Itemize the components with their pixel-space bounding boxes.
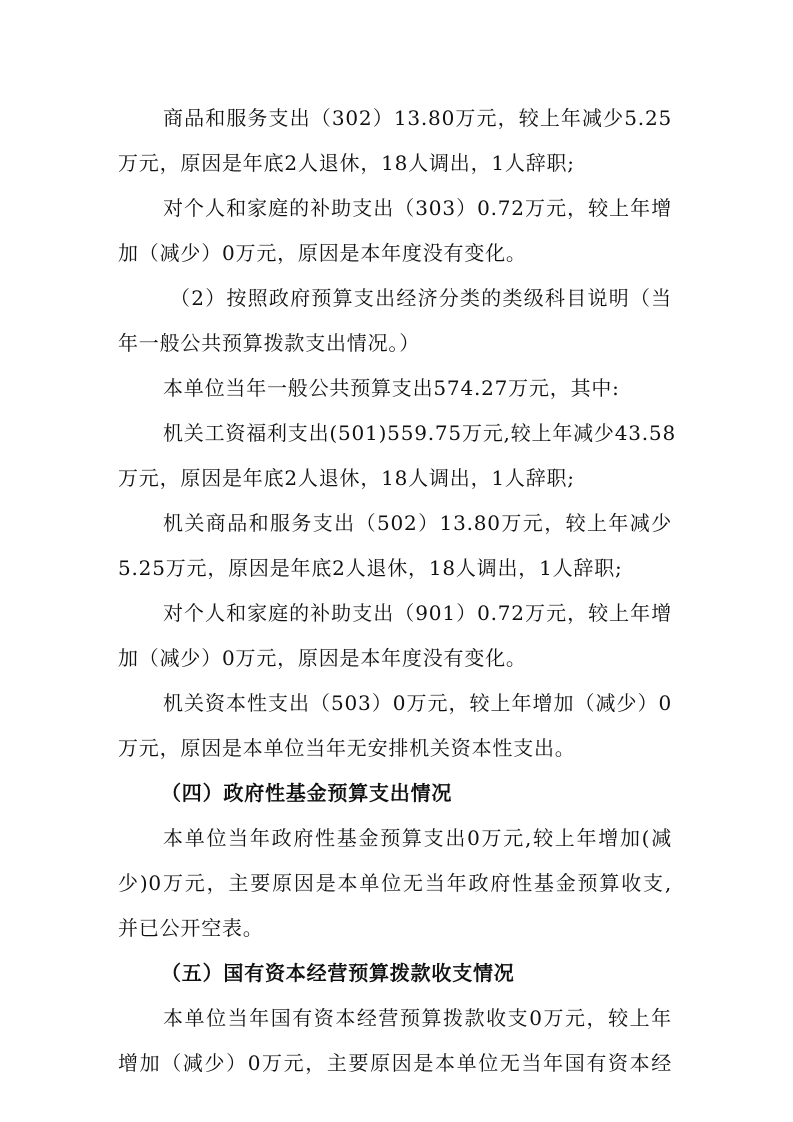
paragraph-line-22: 增加（减少）0万元，主要原因是本单位无当年国有资本经 bbox=[118, 1051, 672, 1075]
paragraph-line-7: 本单位当年一般公共预算支出574.27万元，其中: bbox=[163, 376, 620, 400]
paragraph-line-15: 万元，原因是本单位当年无安排机关资本性支出。 bbox=[118, 736, 576, 760]
paragraph-line-6: 年一般公共预算拨款支出情况。） bbox=[118, 331, 420, 355]
paragraph-line-19: 并已公开空表。 bbox=[118, 916, 264, 940]
paragraph-line-1: 商品和服务支出（302）13.80万元，较上年减少5.25 bbox=[163, 106, 672, 130]
section-heading-4: （四）政府性基金预算支出情况 bbox=[161, 781, 453, 805]
paragraph-line-12: 对个人和家庭的补助支出（901）0.72万元，较上年增 bbox=[163, 601, 672, 625]
paragraph-line-3: 对个人和家庭的补助支出（303）0.72万元，较上年增 bbox=[163, 196, 672, 220]
section-heading-5: （五）国有资本经营预算拨款收支情况 bbox=[161, 961, 515, 985]
paragraph-line-17: 本单位当年政府性基金预算支出0万元,较上年增加(减 bbox=[163, 826, 672, 850]
paragraph-line-8: 机关工资福利支出(501)559.75万元,较上年减少43.58 bbox=[163, 421, 676, 445]
paragraph-line-9: 万元，原因是年底2人退休，18人调出，1人辞职; bbox=[118, 466, 575, 490]
paragraph-line-11: 5.25万元，原因是年底2人退休，18人调出，1人辞职; bbox=[118, 556, 623, 580]
paragraph-line-14: 机关资本性支出（503）0万元，较上年增加（减少）0 bbox=[163, 691, 672, 715]
paragraph-line-21: 本单位当年国有资本经营预算拨款收支0万元，较上年 bbox=[163, 1006, 672, 1030]
paragraph-line-18: 少)0万元，主要原因是本单位无当年政府性基金预算收支, bbox=[118, 871, 672, 895]
paragraph-line-4: 加（减少）0万元，原因是本年度没有变化。 bbox=[118, 241, 527, 265]
paragraph-line-13: 加（减少）0万元，原因是本年度没有变化。 bbox=[118, 646, 527, 670]
paragraph-line-2: 万元，原因是年底2人退休，18人调出，1人辞职; bbox=[118, 151, 575, 175]
paragraph-line-5: （2）按照政府预算支出经济分类的类级科目说明（当 bbox=[170, 286, 672, 310]
paragraph-line-10: 机关商品和服务支出（502）13.80万元，较上年减少 bbox=[163, 511, 672, 535]
